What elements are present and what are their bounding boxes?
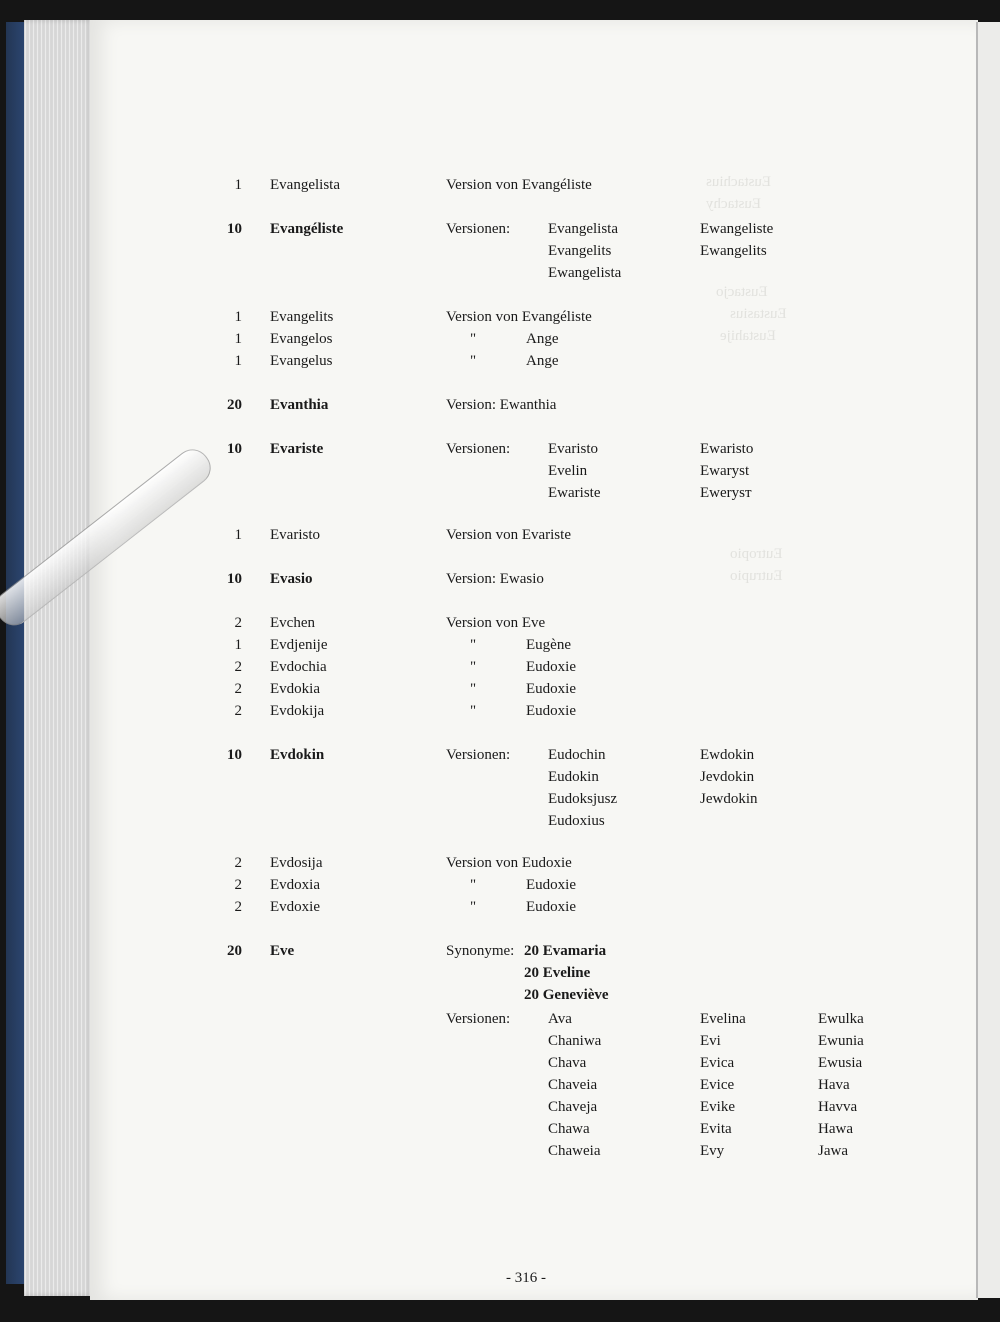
entry-variant: Ange bbox=[526, 353, 559, 369]
entry-variant: Evangelista bbox=[548, 221, 618, 237]
entry-name: Evdokin bbox=[270, 747, 325, 763]
entry-variant: Eudoksjusz bbox=[548, 791, 618, 807]
entry-variant: 20 Geneviève bbox=[524, 987, 609, 1003]
entry-name: Evdochia bbox=[270, 659, 327, 675]
bleed-text: Eustachy bbox=[706, 196, 761, 212]
entry-variant: Ewangelista bbox=[548, 265, 622, 281]
entry-frequency: 1 bbox=[234, 331, 242, 347]
bleed-text: Eustahije bbox=[720, 328, 776, 344]
bleed-text: Eustasius bbox=[730, 306, 787, 322]
entry-variant-2: Evica bbox=[700, 1055, 735, 1071]
entry-frequency: 1 bbox=[234, 309, 242, 325]
entry-variant: Chaveia bbox=[548, 1077, 598, 1093]
entry-variant-3: Ewulka bbox=[818, 1011, 864, 1027]
entry-variant-3: Hava bbox=[818, 1077, 850, 1093]
entry-variant: Evangelits bbox=[548, 243, 612, 259]
entry-variant-3: Havva bbox=[818, 1099, 858, 1115]
entry-description: Version: Ewasio bbox=[446, 571, 544, 587]
entry-variant-3: Ewusia bbox=[818, 1055, 863, 1071]
entry-variant: Chaweia bbox=[548, 1143, 601, 1159]
entry-variant: Eudokin bbox=[548, 769, 599, 785]
entry-description: Version von Evangéliste bbox=[446, 177, 592, 193]
entry-description: " bbox=[470, 703, 477, 719]
entry-description: " bbox=[470, 899, 477, 915]
entry-variant: Eudoxius bbox=[548, 813, 605, 829]
entry-name: Evangéliste bbox=[270, 221, 344, 237]
entry-variant-2: Evy bbox=[700, 1143, 725, 1159]
entry-variant: 20 Eveline bbox=[524, 965, 591, 981]
entry-variant-2: Evita bbox=[700, 1121, 732, 1137]
entry-description: Versionen: bbox=[446, 441, 511, 457]
entry-variant-3: Jawa bbox=[818, 1143, 848, 1159]
entry-variant: Evaristo bbox=[548, 441, 598, 457]
entry-description: Version von Eudoxie bbox=[446, 855, 572, 871]
entry-description: " bbox=[470, 681, 477, 697]
entry-variant: Eudochin bbox=[548, 747, 606, 763]
entry-name: Evariste bbox=[270, 441, 324, 457]
next-page-edge bbox=[976, 22, 1000, 1298]
bleed-text: Eutropio bbox=[730, 546, 783, 562]
entry-variant: Chaniwa bbox=[548, 1033, 602, 1049]
entry-variant-2: Ewerysт bbox=[700, 485, 752, 501]
entry-description: " bbox=[470, 331, 477, 347]
entry-variant-2: Evice bbox=[700, 1077, 735, 1093]
entry-frequency: 10 bbox=[227, 747, 242, 763]
entry-frequency: 2 bbox=[234, 877, 242, 893]
entry-name: Evangelus bbox=[270, 353, 333, 369]
entry-name: Evangelos bbox=[270, 331, 333, 347]
entry-description: Versionen: bbox=[446, 747, 511, 763]
entry-frequency: 1 bbox=[234, 353, 242, 369]
entry-variant: Evelin bbox=[548, 463, 588, 479]
entry-frequency: 10 bbox=[227, 441, 242, 457]
entry-variant: Ava bbox=[548, 1011, 572, 1027]
entry-name: Evdokija bbox=[270, 703, 325, 719]
page-number: - 316 - bbox=[506, 1270, 546, 1286]
entry-frequency: 20 bbox=[227, 397, 242, 413]
entry-variant-2: Evelina bbox=[700, 1011, 746, 1027]
entry-variant: Eudoxie bbox=[526, 681, 576, 697]
entry-variant-2: Evi bbox=[700, 1033, 721, 1049]
entry-variant-2: Jewdokin bbox=[700, 791, 758, 807]
entry-name: Eve bbox=[270, 943, 295, 959]
entry-frequency: 1 bbox=[234, 177, 242, 193]
entry-description: Version von Evangéliste bbox=[446, 309, 592, 325]
entry-description: " bbox=[470, 877, 477, 893]
entry-description: Version von Eve bbox=[446, 615, 546, 631]
bleed-text: Eutrupio bbox=[730, 568, 783, 584]
entry-variant-2: Ewangelits bbox=[700, 243, 767, 259]
entry-variant-2: Evike bbox=[700, 1099, 735, 1115]
entry-name: Evdjenije bbox=[270, 637, 328, 653]
entry-frequency: 10 bbox=[227, 571, 242, 587]
page-edges bbox=[24, 20, 94, 1296]
entry-frequency: 2 bbox=[234, 615, 242, 631]
entry-variant: Chava bbox=[548, 1055, 587, 1071]
entry-frequency: 2 bbox=[234, 899, 242, 915]
entry-variant-2: Ewaristo bbox=[700, 441, 754, 457]
entry-name: Evangelits bbox=[270, 309, 334, 325]
entry-variant-3: Hawa bbox=[818, 1121, 853, 1137]
entry-variant: Eudoxie bbox=[526, 899, 576, 915]
entry-variant: 20 Evamaria bbox=[524, 943, 607, 959]
entry-variant: Eudoxie bbox=[526, 877, 576, 893]
entry-description: Versionen: bbox=[446, 221, 511, 237]
entry-frequency: 20 bbox=[227, 943, 242, 959]
entry-frequency: 1 bbox=[234, 637, 242, 653]
entry-variant-2: Ewangeliste bbox=[700, 221, 774, 237]
entry-frequency: 2 bbox=[234, 855, 242, 871]
entry-name: Evangelista bbox=[270, 177, 340, 193]
entry-variant: Ewariste bbox=[548, 485, 601, 501]
entry-frequency: 2 bbox=[234, 659, 242, 675]
entry-description: Version: Ewanthia bbox=[446, 397, 557, 413]
entry-frequency: 1 bbox=[234, 527, 242, 543]
entry-variant: Chaveja bbox=[548, 1099, 598, 1115]
bleed-text: Eustacjo bbox=[716, 284, 768, 300]
entry-description: " bbox=[470, 353, 477, 369]
entry-description: Versionen: bbox=[446, 1011, 511, 1027]
bleed-text: Eustachius bbox=[706, 174, 771, 190]
entry-variant: Eudoxie bbox=[526, 659, 576, 675]
entry-name: Evdokia bbox=[270, 681, 320, 697]
entry-description: Synonyme: bbox=[446, 943, 515, 959]
entry-variant: Eudoxie bbox=[526, 703, 576, 719]
entry-name: Evdosija bbox=[270, 855, 323, 871]
entry-name: Evaristo bbox=[270, 527, 320, 543]
entry-frequency: 10 bbox=[227, 221, 242, 237]
entry-variant-2: Ewdokin bbox=[700, 747, 755, 763]
entry-frequency: 2 bbox=[234, 681, 242, 697]
entry-description: " bbox=[470, 637, 477, 653]
entry-description: " bbox=[470, 659, 477, 675]
entry-name: Evanthia bbox=[270, 397, 329, 413]
entry-name: Evasio bbox=[270, 571, 313, 587]
entry-name: Evchen bbox=[270, 615, 315, 631]
entry-variant-2: Ewaryst bbox=[700, 463, 750, 479]
entry-variant: Eugène bbox=[526, 637, 571, 653]
entry-name: Evdoxia bbox=[270, 877, 320, 893]
entry-variant: Chawa bbox=[548, 1121, 590, 1137]
entry-frequency: 2 bbox=[234, 703, 242, 719]
entry-name: Evdoxie bbox=[270, 899, 320, 915]
entry-variant-3: Ewunia bbox=[818, 1033, 864, 1049]
entry-variant: Ange bbox=[526, 331, 559, 347]
entry-description: Version von Evariste bbox=[446, 527, 571, 543]
entry-variant-2: Jevdokin bbox=[700, 769, 755, 785]
